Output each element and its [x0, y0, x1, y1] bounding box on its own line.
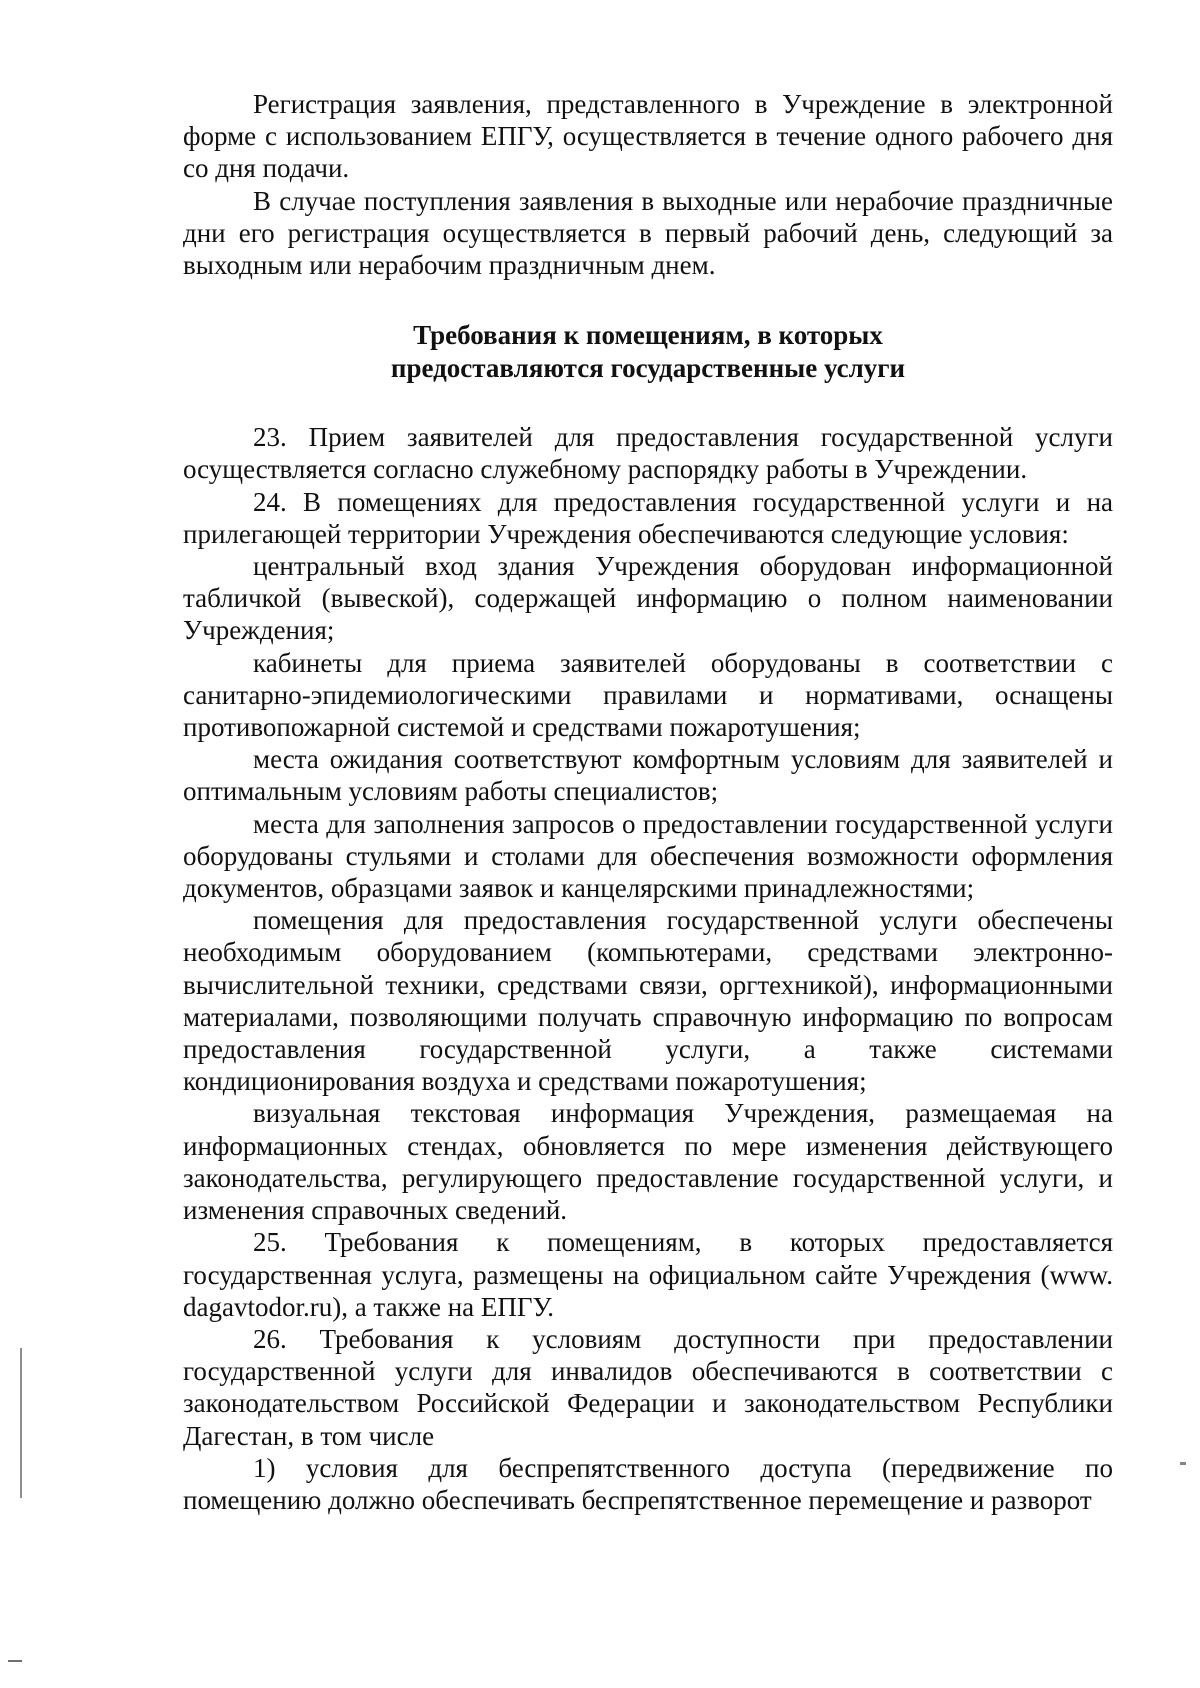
paragraph-26-1: 1) условия для беспрепятственного доступа (передвижение по помещению должно обеспечивать беспрепятственное перемещение и разворот	[183, 1452, 1113, 1515]
paragraph-holidays: В случае поступления заявления в выходные или нерабочие праздничные дни его регистрация осуществляется в первый рабочий день, следующий за выходным или нерабочим праздничным днем.	[183, 185, 1113, 281]
paragraph-equipment: помещения для предоставления государственной услуги обеспечены необходимым оборудованием (компьютерами, средствами электронно-вычислительной техники, средствами связи, оргтехникой), информационными материалами, позволяющими получать справочную информацию по вопросам предоставления государственной услуги, а также системами кондиционирования воздуха и средствами пожаротушения;	[183, 905, 1113, 1097]
paragraph-26: 26. Требования к условиям доступности при предоставлении государственной услуги для инвалидов обеспечиваются в соответствии с законодательством Российской Федерации и законодательством Республики Дагестан, в том числе	[183, 1323, 1113, 1451]
heading-line-2: предоставляются государственные услуги	[390, 353, 906, 384]
scan-edge-mark	[8, 1660, 22, 1662]
document-body	[183, 88, 1113, 1516]
section-heading	[183, 319, 1113, 385]
paragraph-offices: кабинеты для приема заявителей оборудованы в соответствии с санитарно-эпидемиологическими правилами и нормативами, оснащены противопожарной системой и средствами пожаротушения;	[183, 647, 1113, 743]
paragraph-24: 24. В помещениях для предоставления государственной услуги и на прилегающей территории Учреждения обеспечиваются следующие условия:	[183, 486, 1113, 549]
paragraph-forms: места для заполнения запросов о предоставлении государственной услуги оборудованы стульями и столами для обеспечения возможности оформления документов, образцами заявок и канцелярскими принадлежностями;	[183, 808, 1113, 904]
scan-edge-line	[20, 1348, 22, 1498]
paragraph-registration: Регистрация заявления, представленного в Учреждение в электронной форме с использованием ЕПГУ, осуществляется в течение одного рабочего дня со дня подачи.	[183, 89, 1113, 184]
paragraph-entrance: центральный вход здания Учреждения оборудован информационной табличкой (вывеской), содержащей информацию о полном наименовании Учреждения;	[183, 551, 1113, 646]
paragraph-waiting: места ожидания соответствуют комфортным условиям для заявителей и оптимальным условиям работы специалистов;	[183, 744, 1113, 807]
paragraph-25: 25. Требования к помещениям, в которых предоставляется государственная услуга, размещены на официальном сайте Учреждения (www. dagavtodor.ru), а также на ЕПГУ.	[183, 1227, 1113, 1322]
heading-line-1: Требования к помещениям, в которых	[413, 320, 883, 351]
paragraph-visual-info: визуальная текстовая информация Учреждения, размещаемая на информационных стендах, обновляется по мере изменения действующего законодательства, регулирующего предоставление государственной услуги, и изменения справочных сведений.	[183, 1098, 1113, 1226]
scan-dot	[1180, 1462, 1186, 1465]
paragraph-23: 23. Прием заявителей для предоставления государственной услуги осуществляется согласно служебному распорядку работы в Учреждении.	[183, 422, 1113, 485]
